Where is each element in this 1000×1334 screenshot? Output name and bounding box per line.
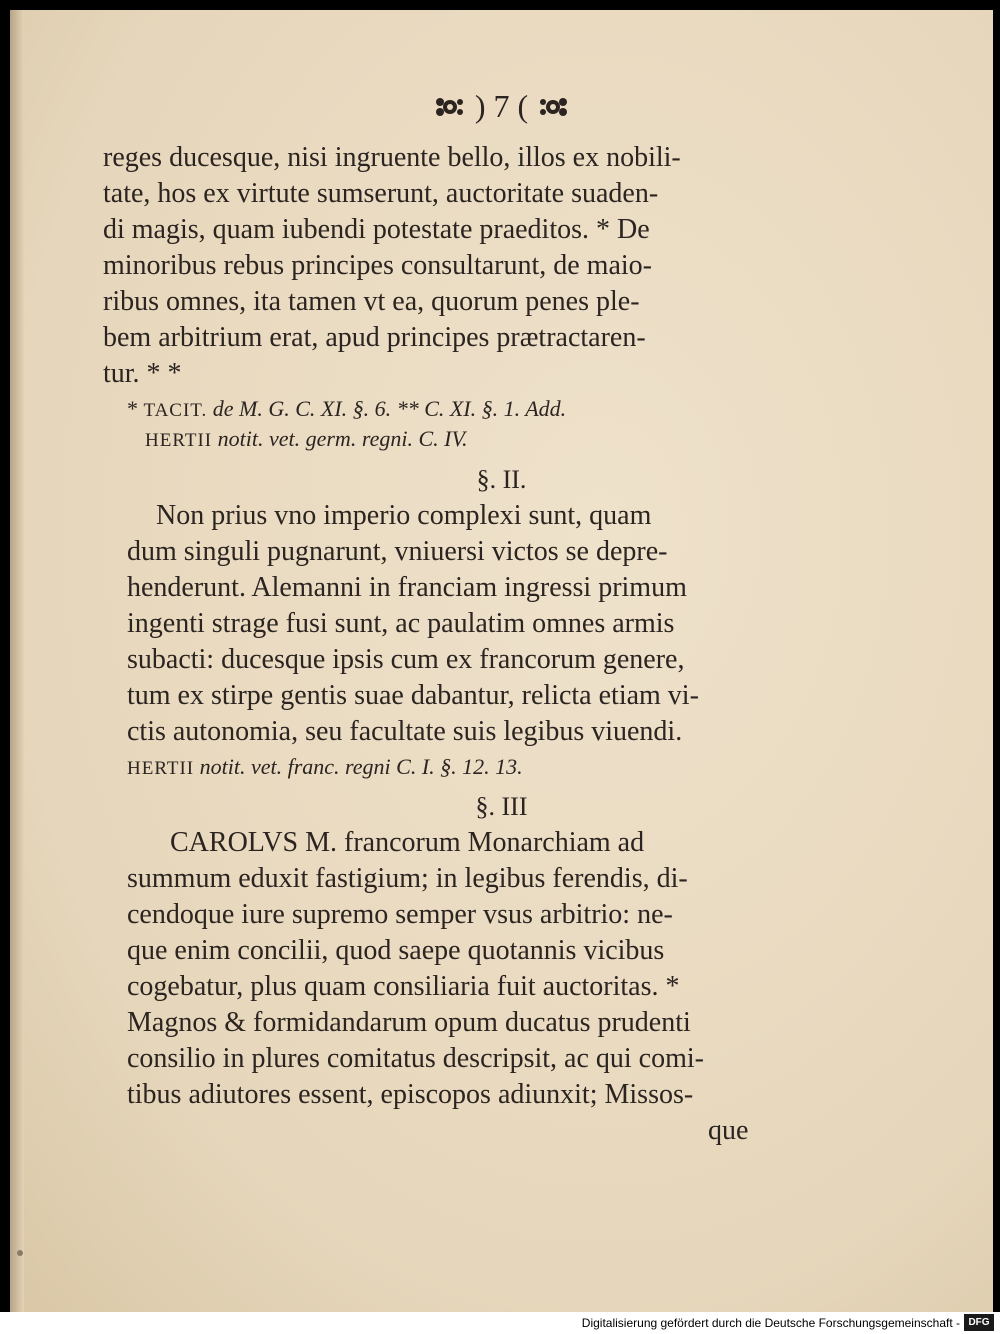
left-ornament-icon <box>433 91 467 128</box>
footnote-marker: * <box>127 396 144 421</box>
citation: ** C. XI. §. 1. Add. <box>391 396 567 421</box>
citation: notit. vet. franc. regni C. I. §. 12. 13. <box>194 754 523 779</box>
page-number: ) 7 ( <box>474 88 529 124</box>
section-heading: §. II. <box>476 465 527 494</box>
text-line: consilio in plures comitatus descripsit, ac qui comi- <box>127 1043 704 1074</box>
text-line: subacti: ducesque ipsis cum ex francorum genere, <box>127 644 685 675</box>
binding-hole <box>17 1250 23 1256</box>
text-line: henderunt. Alemanni in franciam ingressi primum <box>127 572 687 603</box>
text-line: ingenti strage fusi sunt, ac paulatim omnes armis <box>127 608 675 639</box>
text-line: cogebatur, plus quam consiliaria fuit auctoritas. * <box>127 971 680 1002</box>
text-line: que enim concilii, quod saepe quotannis vicibus <box>127 935 665 966</box>
dfg-logo-icon: DFG <box>964 1314 994 1331</box>
text-line: bem arbitrium erat, apud principes prætractaren- <box>103 322 646 353</box>
footnote-line <box>127 396 993 422</box>
citation: notit. vet. germ. regni. C. IV. <box>212 426 468 451</box>
text-line: ribus omnes, ita tamen vt ea, quorum penes ple- <box>103 286 640 317</box>
text-line: ctis autonomia, seu facultate suis legibus viuendi. <box>127 716 683 747</box>
text-line: minoribus rebus principes consultarunt, de maio- <box>103 250 652 281</box>
author-name: TACIT. <box>143 400 208 421</box>
text-line: summum eduxit fastigium; in legibus ferendis, di- <box>127 863 688 894</box>
text-line: dum singuli pugnarunt, vniuersi victos se depre- <box>127 536 668 567</box>
book-page <box>10 10 993 1312</box>
text-line: Magnos & formidandarum opum ducatus prudenti <box>127 1007 691 1038</box>
section-heading: §. III <box>475 792 528 821</box>
footer-text: Digitalisierung gefördert durch die Deutsche Forschungsgemeinschaft - <box>581 1316 960 1330</box>
text-line: tibus adiutores essent, episcopos adiunxit; Missos- <box>127 1079 694 1110</box>
text-line: cendoque iure supremo semper vsus arbitrio: ne- <box>127 899 673 930</box>
page-spine-shadow <box>10 10 24 1312</box>
digitization-footer <box>0 1312 1000 1334</box>
right-ornament-icon <box>536 91 570 128</box>
catchword: que <box>708 1115 749 1146</box>
text-line: tum ex stirpe gentis suae dabantur, relicta etiam vi- <box>127 680 699 711</box>
text-line: Non prius vno imperio complexi sunt, quam <box>156 500 652 531</box>
text-line: CAROLVS M. francorum Monarchiam ad <box>170 827 645 858</box>
citation: de M. G. C. XI. §. 6. <box>207 396 392 421</box>
text-line: tur. * * <box>103 358 182 389</box>
text-line: reges ducesque, nisi ingruente bello, illos ex nobili- <box>103 142 681 173</box>
text-line: di magis, quam iubendi potestate praeditos. * De <box>103 214 650 245</box>
page-header <box>10 88 993 128</box>
author-name: HERTII <box>127 758 195 779</box>
footnote-line <box>145 426 993 452</box>
text-line: tate, hos ex virtute sumserunt, auctoritate suaden- <box>103 178 659 209</box>
footnote-line <box>127 754 993 780</box>
author-name: HERTII <box>145 430 213 451</box>
